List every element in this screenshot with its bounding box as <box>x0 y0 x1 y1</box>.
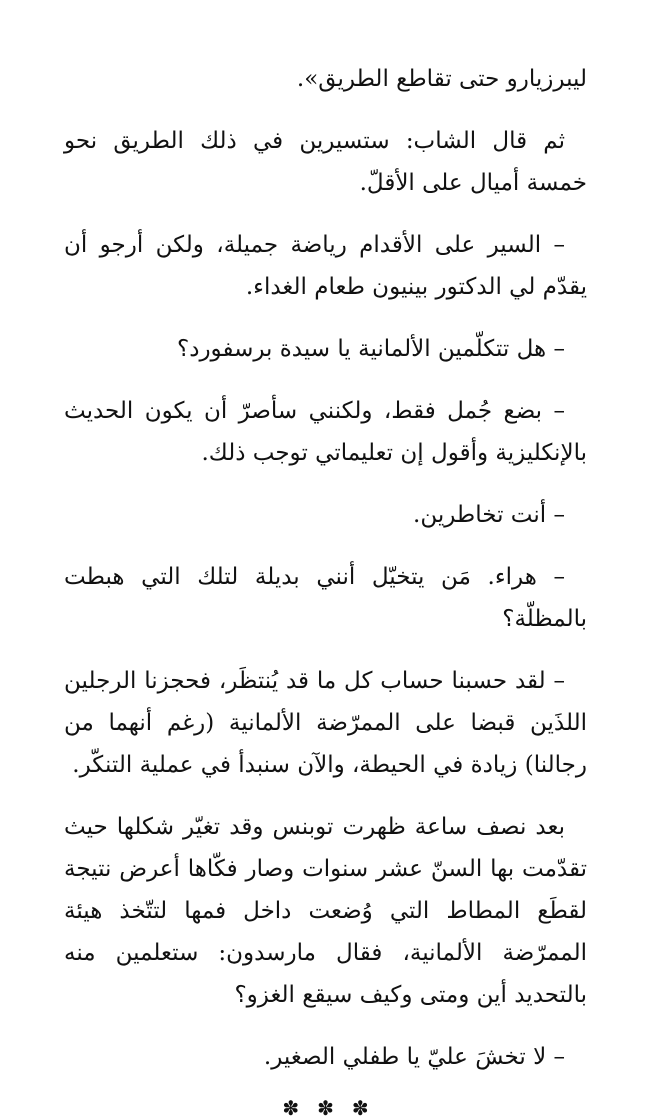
paragraph-4: – هل تتكلّمين الألمانية يا سيدة برسفورد؟ <box>177 336 565 362</box>
paragraph-8: – لقد حسبنا حساب كل ما قد يُنتظَر، فحجزنا الرجلين اللذَين قبضا على الممرّضة الألمانية (رغم أنهما من رجالنا) زيادة في الحيطة، والآن سنبدأ في عملية التنكّر. <box>64 668 587 778</box>
paragraph-10: – لا تخشَ عليّ يا طفلي الصغير. <box>263 1044 565 1070</box>
section-separator <box>64 1098 587 1118</box>
paragraph-2: ثم قال الشاب: ستسيرين في ذلك الطريق نحو خمسة أميال على الأقلّ. <box>64 128 587 196</box>
paragraph-9: بعد نصف ساعة ظهرت توبنس وقد تغيّر شكلها حيث تقدّمت بها السنّ عشر سنوات وصار فكّاها أعرض نتيجة لقطَع المطاط التي وُضعت داخل فمها لتتّخذ هيئة الممرّضة الألمانية، فقال مارسدون: ستعلمين منه بالتحديد أين ومتى وكيف سيقع الغزو؟ <box>64 814 587 1008</box>
separator-star-icon: ✽ <box>351 1096 369 1120</box>
paragraph-3: – السير على الأقدام رياضة جميلة، ولكن أرجو أن يقدّم لي الدكتور بينيون طعام الغداء. <box>64 232 587 300</box>
separator-star-icon: ✽ <box>282 1096 300 1120</box>
paragraph-5: – بضع جُمل فقط، ولكنني سأصرّ أن يكون الحديث بالإنكليزية وأقول إن تعليماتي توجب ذلك. <box>64 398 587 466</box>
paragraph-1: ليبرزيارو حتى تقاطع الطريق». <box>296 66 587 92</box>
paragraph-7: – هراء. مَن يتخيّل أنني بديلة لتلك التي هبطت بالمظلّة؟ <box>64 564 587 632</box>
paragraph-6: – أنت تخاطرين. <box>413 502 565 528</box>
separator-star-icon: ✽ <box>317 1096 334 1120</box>
